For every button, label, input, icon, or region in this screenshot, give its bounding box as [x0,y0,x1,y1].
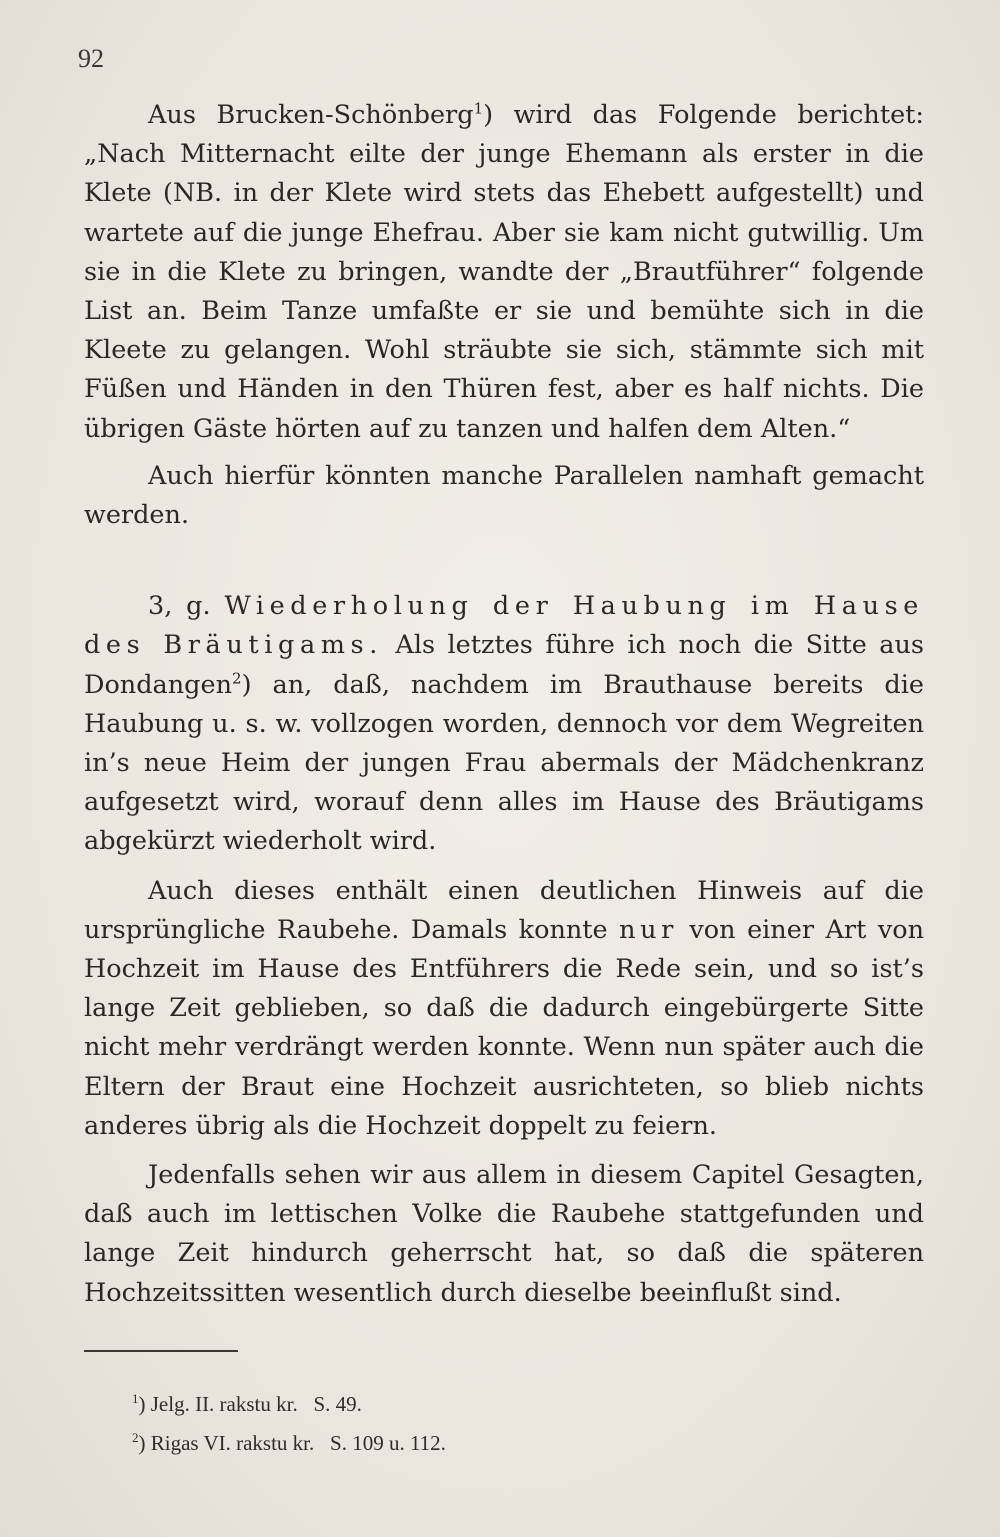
footnote-ref-2[interactable]: 2 [232,669,242,688]
footnotes [132,1385,892,1463]
footnote-1-mark: 1 [132,1391,139,1406]
paragraph-3-text-b: ) an, daß, nachdem im Brauthause bereits die Haubung u. s. w. vollzogen worden, dennoch vor dem Wegreiten in’s neue Heim der jungen Frau abermals der Mädchenkranz aufgesetzt wird, worauf denn alles im Hause des Bräutigams abgekürzt wiederholt wird. [84,669,924,857]
emphasis-nur: nur [619,914,678,945]
footnote-1 [132,1385,892,1424]
paragraph-4 [84,872,924,1146]
main-text [84,96,924,1313]
paragraph-2: Auch hierfür könnten manche Parallelen namhaft gemacht werden. [84,460,924,531]
paragraph-3 [84,587,924,861]
footnote-1-text: ) Jelg. II. rakstu kr. S. 49. [138,1392,362,1416]
page-number: 92 [78,44,104,73]
paragraph-1-text-b: ) wird das Folgende berichtet: „Nach Mitternacht eilte der junge Ehemann als erster in die Klete (NB. in der Klete wird stets das Ehebett aufgestellt) und wartete auf die junge Ehefrau. Aber sie kam nicht gutwillig. Um sie in die Klete zu bringen, wandte der „Brautführer“ folgende List an. Beim Tanze umfaßte er sie und bemühte sich in die Kleete zu gelangen. Wohl sträubte sie sich, stämmte sich mit Füßen und Händen in den Thüren fest, aber es half nichts. Die übrigen Gäste hörten auf zu tanzen und halfen dem Alten.“ [84,100,925,444]
paragraph-5: Jedenfalls sehen wir aus allem in diesem Capitel Gesagten, daß auch im lettischen Volke die Raubehe stattgefunden und lange Zeit hindurch geherrscht hat, so daß die späteren Hochzeitssitten wesentlich durch dieselbe beeinflußt sind. [84,1160,924,1308]
section-label: 3, g. [148,591,211,622]
footnote-2-mark: 2 [132,1430,139,1445]
paragraph-4-text-a: Auch dieses enthält einen deutlichen Hinweis auf die ursprüngliche Raubehe. Damals konnte [84,875,924,945]
paragraph-1-text-a: Aus Brucken-Schönberg [148,100,474,130]
footnote-2-text: ) Rigas VI. rakstu kr. S. 109 u. 112. [138,1431,446,1455]
paragraph-1 [84,96,924,449]
footnote-divider [84,1350,238,1352]
paragraph-4-text-b: von einer Art von Hochzeit im Hause des Entführers die Rede sein, und so ist’s lange Zeit geblieben, so daß die dadurch eingebürgerte Sitte nicht mehr verdrängt werden konnte. Wenn nun später auch die Eltern der Braut eine Hochzeit ausrichteten, so blieb nichts anderes übrig als die Hochzeit doppelt zu feiern. [84,914,925,1141]
footnote-2 [132,1424,892,1463]
footnote-ref-1[interactable]: 1 [473,99,484,118]
section-heading: Wiederholung der Haubung im Hause des Bräutigams. [84,591,924,661]
paragraph-3-text-a: Als letztes führe ich noch die Sitte aus Dondangen [84,630,924,700]
